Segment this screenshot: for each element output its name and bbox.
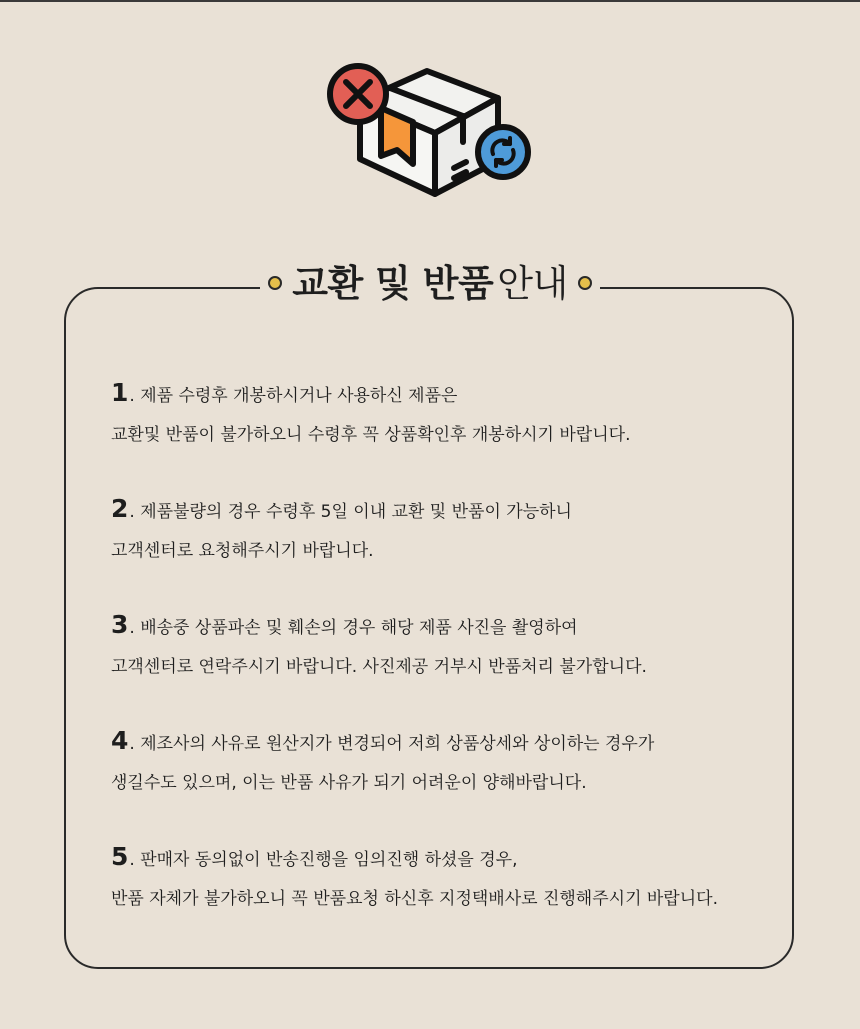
policy-item-3 xyxy=(111,610,811,677)
policy-number: 1 xyxy=(111,378,129,407)
return-box-icon xyxy=(320,58,540,208)
title-bold-text: 교환 및 반품 xyxy=(292,261,494,305)
policy-line-2: 고객센터로 요청해주시기 바랍니다. xyxy=(111,541,374,561)
policy-item-heading xyxy=(111,728,811,753)
policy-item-2 xyxy=(111,494,811,561)
policy-line-1: . 배송중 상품파손 및 훼손의 경우 해당 제품 사진을 촬영하여 xyxy=(129,618,578,638)
x-badge-icon xyxy=(330,66,386,122)
policy-number: 4 xyxy=(111,726,129,755)
refresh-badge-icon xyxy=(478,127,528,177)
policy-item-heading xyxy=(111,496,811,521)
policy-item-heading xyxy=(111,612,811,637)
policy-line-1: . 제품 수령후 개봉하시거나 사용하신 제품은 xyxy=(129,386,458,406)
policy-line-2: 교환및 반품이 불가하오니 수령후 꼭 상품확인후 개봉하시기 바랍니다. xyxy=(111,425,631,445)
policy-line-1: . 판매자 동의없이 반송진행을 임의진행 하셨을 경우, xyxy=(129,850,518,870)
policy-line-1: . 제품불량의 경우 수령후 5일 이내 교환 및 반품이 가능하니 xyxy=(129,502,572,522)
policy-item-4 xyxy=(111,726,811,793)
policy-item-heading xyxy=(111,380,811,405)
policy-item-heading xyxy=(111,844,811,869)
policy-line-1: . 제조사의 사유로 원산지가 변경되어 저희 상품상세와 상이하는 경우가 xyxy=(129,734,655,754)
policy-line-2: 반품 자체가 불가하오니 꼭 반품요청 하신후 지정택배사로 진행해주시기 바랍니다. xyxy=(111,889,718,909)
top-divider xyxy=(0,0,860,2)
policy-number: 5 xyxy=(111,842,129,871)
policy-item-1 xyxy=(111,378,811,445)
policy-line-2: 고객센터로 연락주시기 바랍니다. 사진제공 거부시 반품처리 불가합니다. xyxy=(111,657,647,677)
policy-number: 2 xyxy=(111,494,129,523)
policy-number: 3 xyxy=(111,610,129,639)
policy-line-2: 생길수도 있으며, 이는 반품 사유가 되기 어려운이 양해바랍니다. xyxy=(111,773,587,793)
policy-item-5 xyxy=(111,842,811,909)
title-light-text: 안내 xyxy=(497,261,568,305)
